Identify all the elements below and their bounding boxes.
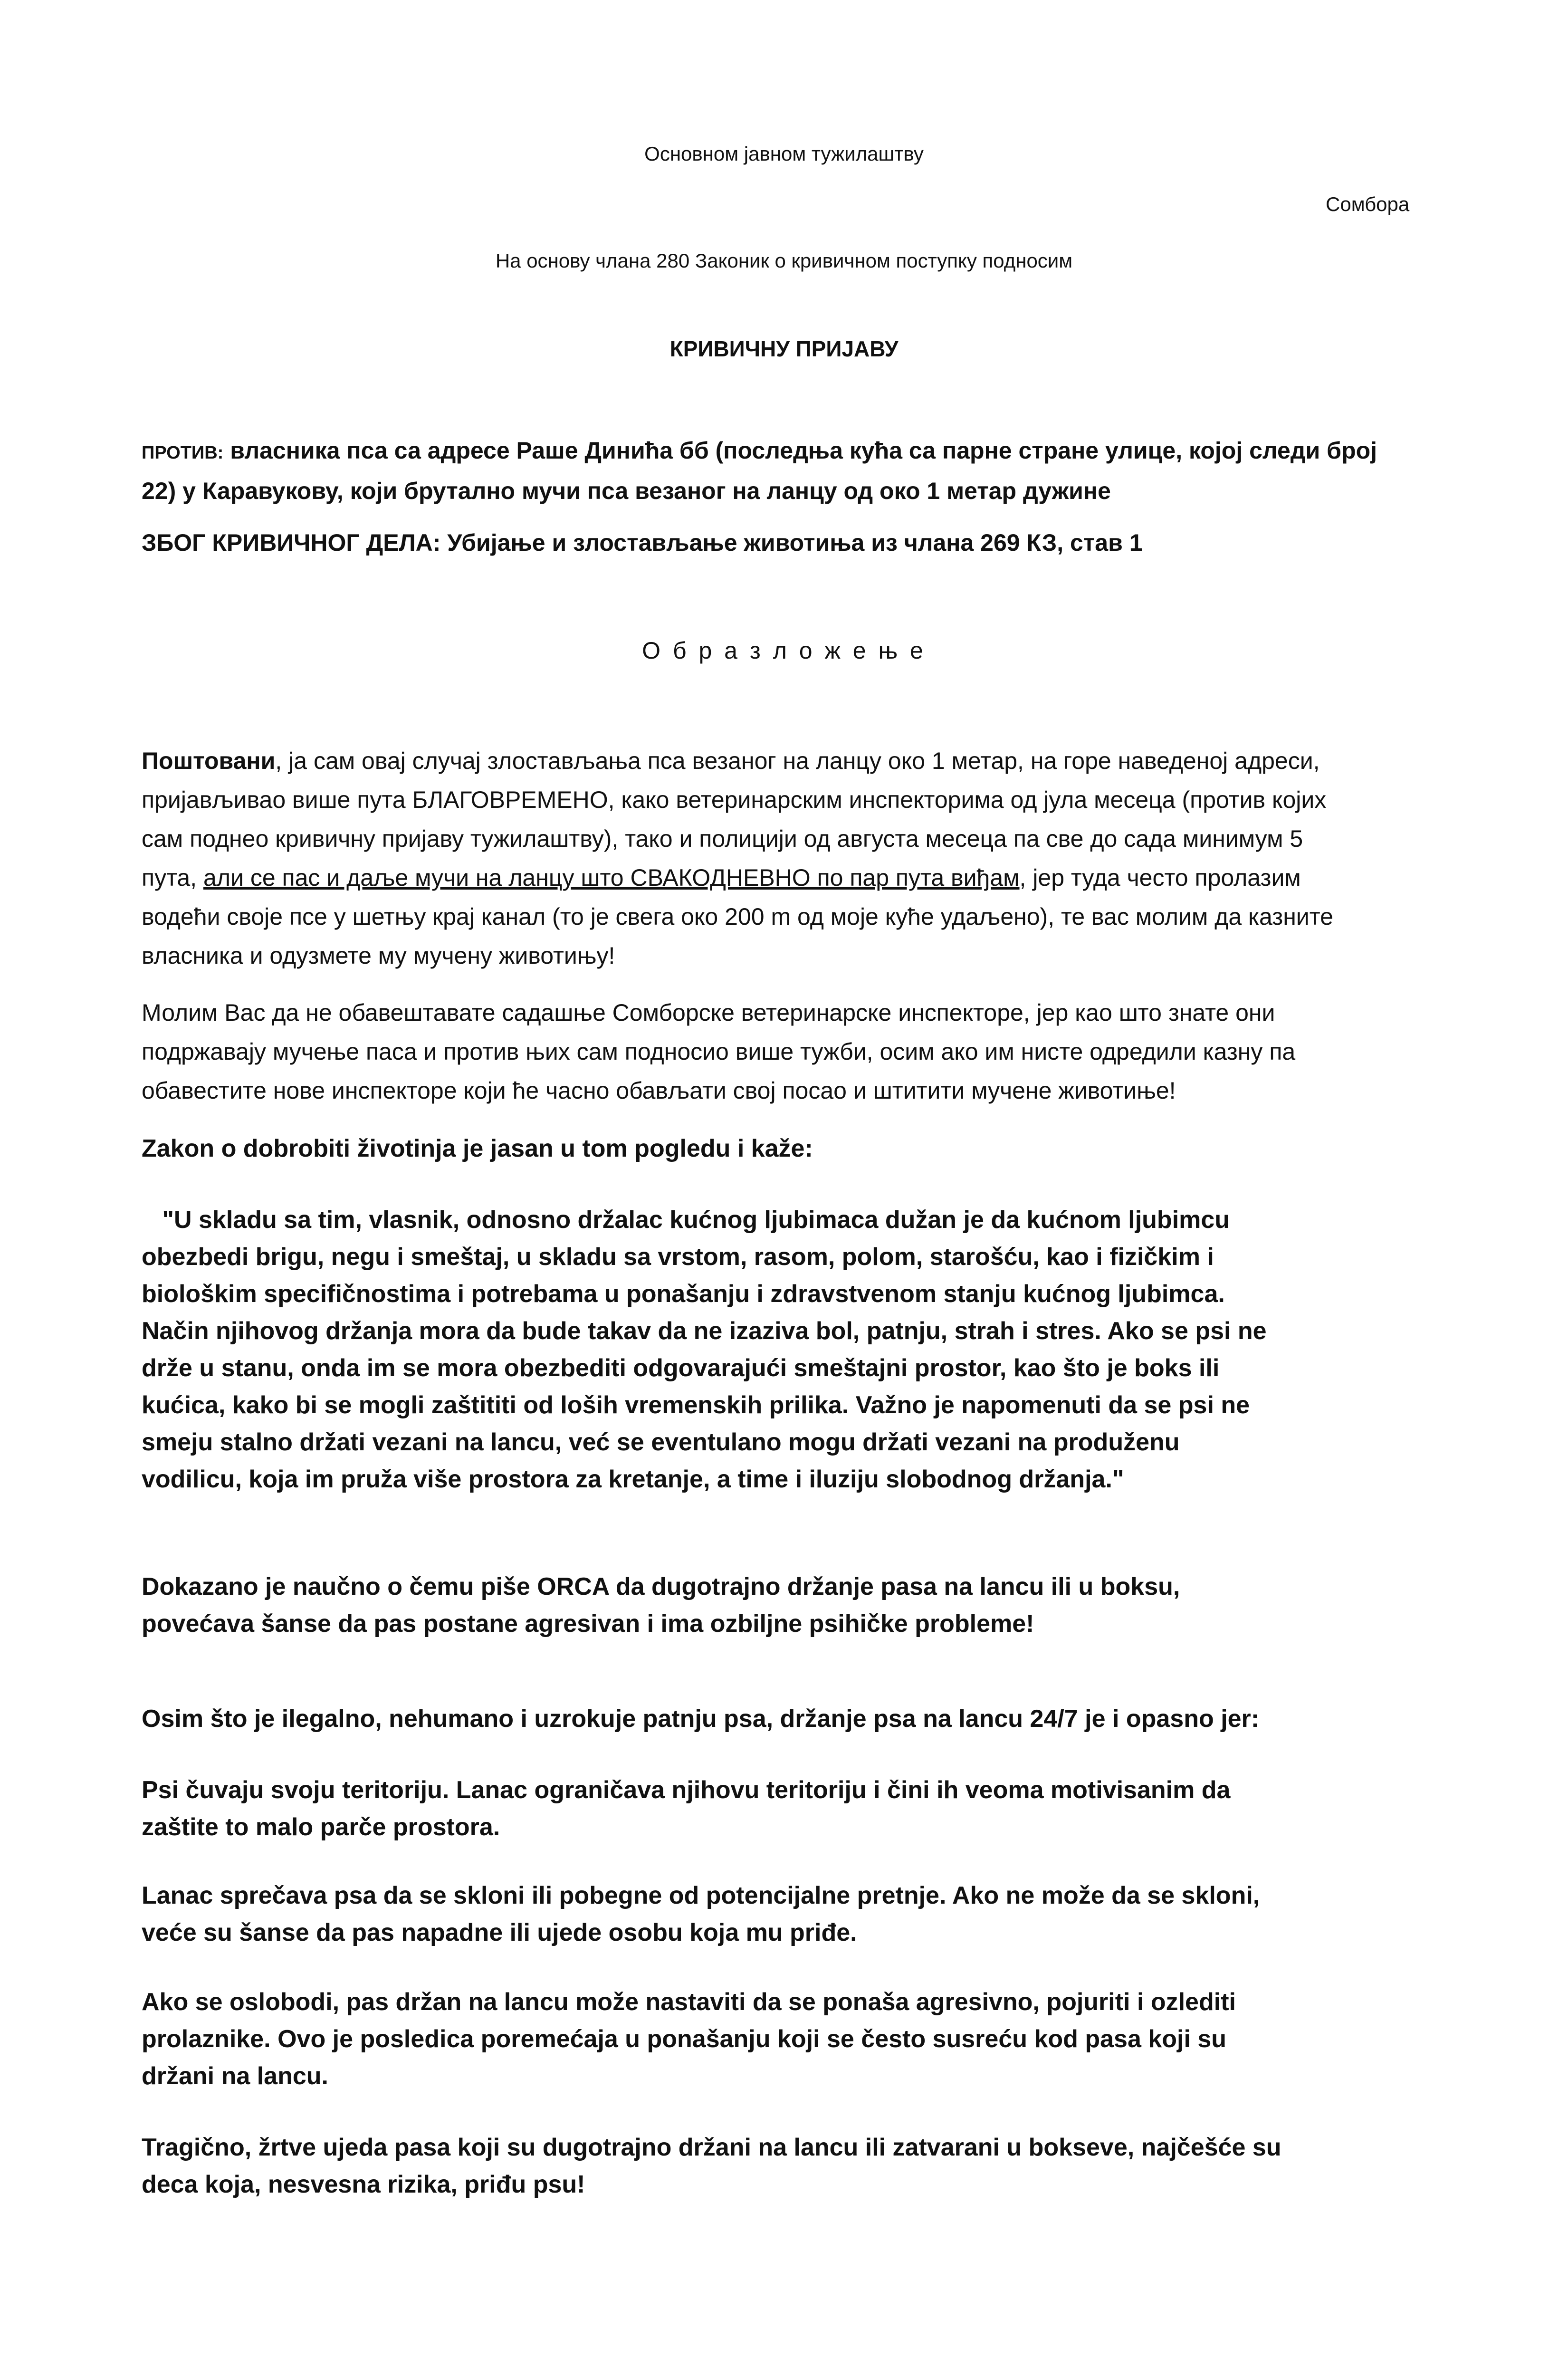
quote-line: obezbedi brigu, negu i smeštaj, u skladu sa vrstom, rasom, polom, starošću, kao i fizičkim i — [142, 1243, 1214, 1271]
quote-line: biološkim specifičnostima i potrebama u ponašanju i zdravstvenom stanju kućnog ljubimca. — [142, 1280, 1225, 1308]
paragraph-1-line: пријављивао више пута БЛАГОВРЕМЕНО, како ветеринарским инспекторима од јула месеца (против којих — [142, 786, 1327, 813]
against-line-2: 22) у Каравукову, који брутално мучи пса везаног на ланцу од око 1 метар дужине — [142, 478, 1111, 504]
greeting: Поштовани — [142, 747, 276, 774]
paragraph-2-line: Молим Вас да не обавештавате садашње Сомборске ветеринарске инспекторе, јер као што знате они — [142, 999, 1275, 1026]
tragic-paragraph — [142, 2129, 1281, 2203]
quote-line: kućica, kako bi se mogli zaštititi od loših vremenskih prilika. Važno je napomenuti da se psi ne — [142, 1391, 1250, 1419]
paragraph-2 — [142, 993, 1295, 1110]
city-line: Сомбора — [1326, 193, 1410, 215]
orca-line: povećava šanse da pas postane agresivan i ima ozbiljne psihičke probleme! — [142, 1610, 1034, 1638]
territory-line: zaštite to malo parče prostora. — [142, 1813, 500, 1841]
chain-line: veće su šanse da pas napadne ili ujede osobu koja mu priđe. — [142, 1919, 857, 1946]
territory-paragraph — [142, 1772, 1230, 1846]
territory-line: Psi čuvaju svoju teritoriju. Lanac ograničava njihovu teritoriju i čini ih veoma motivisanim da — [142, 1776, 1231, 1804]
underlined-text: али се пас и даље мучи на ланцу што СВАКОДНЕВНО по пар пута виђам — [203, 864, 1020, 891]
paragraph-1-line: водећи своје псе у шетњу крај канал (то је свега око 200 m од моје куће удаљено), те вас молим да казните — [142, 903, 1333, 930]
against-text-1: власника пса са адресе Раше Динића бб (последња кућа са парне стране улице, којој следи број — [230, 437, 1377, 464]
tragic-line: deca koja, nesvesna rizika, priđu psu! — [142, 2171, 585, 2198]
quote-line: Način njihovog držanja mora da bude takav da ne izaziva bol, patnju, strah i stres. Ako se psi ne — [142, 1317, 1267, 1345]
explanation-title: О б р а з л о ж е њ е — [642, 637, 926, 664]
against-line-1 — [142, 431, 1377, 472]
recipient-line: Основном јавном тужилаштву — [644, 143, 924, 165]
paragraph-1-text: пута, — [142, 864, 204, 891]
paragraph-1-line: сам поднео кривичну пријаву тужилаштву), тако и полицији од августа месеца па све до сада минимум 5 — [142, 825, 1303, 852]
quote-line: "U skladu sa tim, vlasnik, odnosno držalac kućnog ljubimaca dužan je da kućnom ljubimcu — [142, 1206, 1230, 1234]
against-section — [142, 431, 1377, 510]
orca-line: Dokazano je naučno o čemu piše ORCA da dugotrajno držanje pasa na lancu ili u boksu, — [142, 1573, 1180, 1600]
legal-basis-line: На основу члана 280 Законик о кривичном поступку подносим — [495, 249, 1073, 272]
document-title: КРИВИЧНУ ПРИЈАВУ — [669, 336, 899, 361]
chain-paragraph — [142, 1877, 1260, 1951]
tragic-line: Tragično, žrtve ujeda pasa koji su dugotrajno držani na lancu ili zatvarani u bokseve, najčešće su — [142, 2134, 1281, 2161]
quote-line: smeju stalno držati vezani na lancu, već se eventulano mogu držati vezani na produženu — [142, 1428, 1180, 1456]
freed-paragraph — [142, 1983, 1236, 2095]
freed-line: prolaznike. Ovo je posledica poremećaja u ponašanju koji se često susreću kod pasa koji su — [142, 2025, 1227, 2053]
offense-line: ЗБОГ КРИВИЧНОГ ДЕЛА: Убијање и злостављање животиња из члана 269 КЗ, став 1 — [142, 529, 1143, 556]
law-title: Zakon o dobrobiti životinja je jasan u tom pogledu i kaže: — [142, 1135, 813, 1162]
quote-line: drže u stanu, onda im se mora obezbediti odgovarajući smeštajni prostor, kao što je boks ili — [142, 1354, 1220, 1382]
quote-line: vodilicu, koja im pruža više prostora za kretanje, a time i iluziju slobodnog držanja." — [142, 1466, 1124, 1493]
paragraph-2-line: подржавају мучење паса и против њих сам подносио више тужби, осим ако им нисте одредили казну па — [142, 1038, 1296, 1065]
freed-line: Ako se oslobodi, pas držan na lancu može nastaviti da se ponaša agresivno, pojuriti i ozlediti — [142, 1988, 1236, 2016]
orca-paragraph — [142, 1568, 1180, 1642]
law-quote — [142, 1201, 1267, 1498]
paragraph-1-line — [142, 858, 1333, 897]
paragraph-1 — [142, 741, 1333, 975]
paragraph-1-text: , јер туда често пролазим — [1019, 864, 1301, 891]
chain-line: Lanac sprečava psa da se skloni ili pobegne od potencijalne pretnje. Ako ne može da se skloni, — [142, 1882, 1260, 1909]
paragraph-2-line: обавестите нове инспекторе који ће часно обављати свој посао и штитити мучене животиње! — [142, 1077, 1176, 1104]
against-label: ПРОТИВ: — [142, 443, 224, 463]
danger-paragraph: Osim što je ilegalno, nehumano i uzrokuje patnju psa, držanje psa na lancu 24/7 je i opasno jer: — [142, 1705, 1260, 1733]
freed-line: držani na lancu. — [142, 2062, 328, 2090]
paragraph-1-text: , ја сам овај случај злостављања пса везаног на ланцу око 1 метар, на горе наведеној адреси, — [275, 747, 1320, 774]
paragraph-1-line — [142, 741, 1333, 780]
paragraph-1-line: власника и одузмете му мучену животињу! — [142, 942, 615, 969]
